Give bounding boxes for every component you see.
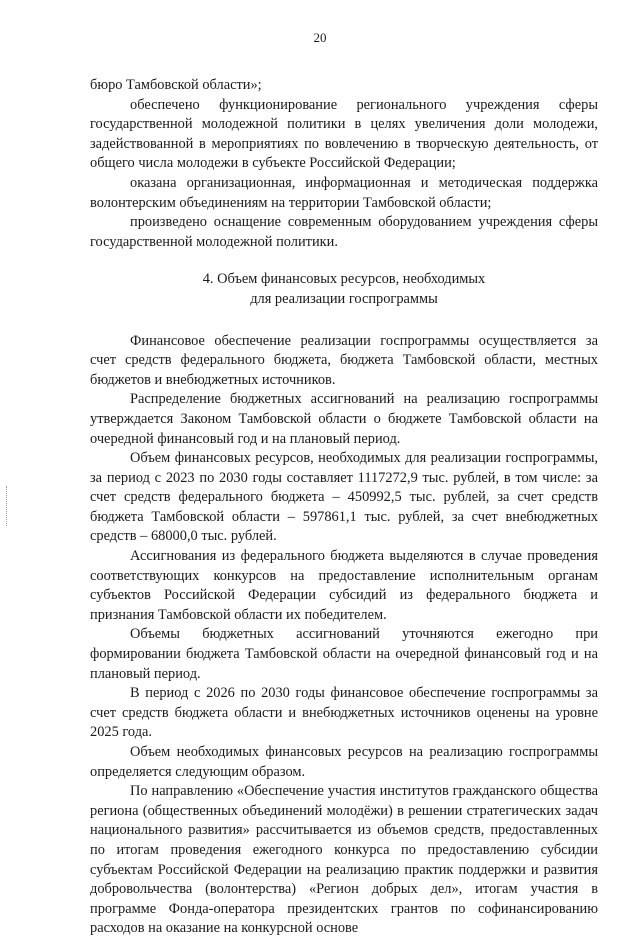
paragraph-volume-definition: Объем необходимых финансовых ресурсов на реализацию госпрограммы определяется следующим образом. (90, 744, 598, 780)
paragraph-civil-society: По направлению «Обеспечение участия институтов гражданского общества региона (общественных объединений молодёжи) в решении стратегических задач национального развития» рассчитывается из объемов средств, предоставленных по итогам проведения ежегодного конкурса по предоставлению субсидии субъектам Российской Федерации на реализацию практик поддержки и развития добровольчества (волонтерства) «Регион добрых дел», итогам участия в программе Фонда-оператора президентских грантов по софинансированию расходов на оказание на конкурсной основе (90, 783, 598, 937)
paragraph-top-3: оказана организационная, информационная и методическая поддержка волонтерским объединениям на территории Тамбовской области; (90, 174, 598, 211)
paragraph-federal-allocations: Ассигнования из федерального бюджета выделяются в случае проведения соответствующих конкурсов на предоставление исполнительным органам субъектов Российской Федерации субсидий из федерального бюджета и признания Тамбовской области их победителем. (90, 548, 598, 623)
paragraph-annual-updates: Объемы бюджетных ассигнований уточняются ежегодно при формировании бюджета Тамбовской области на очередной финансовый год и на плановый период. (90, 626, 598, 682)
scan-edge-mark (6, 486, 8, 526)
section-heading (90, 270, 598, 309)
section-heading-line-2: для реализации госпрограммы (250, 290, 438, 307)
paragraph-distribution: Распределение бюджетных ассигнований на реализацию госпрограммы утверждается Законом Тамбовской области о бюджете Тамбовской области на очередной финансовый год и на плановый период. (90, 391, 598, 447)
paragraph-top-2: обеспечено функционирование регионального учреждения сферы государственной молодежной политики в целях увеличения доли молодежи, задействованной в мероприятиях по вовлечению в творческую деятельность, от общего числа молодежи в субъекте Российской Федерации; (90, 96, 598, 172)
paragraph-2026-2030: В период с 2026 по 2030 годы финансовое обеспечение госпрограммы за счет средств бюджета области и внебюджетных источников оценены на уровне 2025 года. (90, 685, 598, 741)
paragraph-volume: Объем финансовых ресурсов, необходимых для реализации госпрограммы, за период с 2023 по 2030 годы составляет 1117272,9 тыс. рублей, в том числе: за счет средств федерального бюджета – 450992,5 тыс. рублей, за счет средств бюджета Тамбовской области – 597861,1 тыс. рублей, за счет внебюджетных средств – 68000,0 тыс. рублей. (90, 450, 598, 545)
document-body (90, 76, 598, 939)
paragraph-financing: Финансовое обеспечение реализации госпрограммы осуществляется за счет средств федерального бюджета, бюджета Тамбовской области, местных бюджетов и внебюджетных источников. (90, 332, 598, 388)
page-number: 20 (313, 30, 327, 45)
section-heading-line-1: 4. Объем финансовых ресурсов, необходимых (202, 271, 486, 288)
paragraph-top-4: произведено оснащение современным оборудованием учреждения сферы государственной молодежной политики. (90, 214, 598, 250)
paragraph-top-1: бюро Тамбовской области»; (90, 77, 262, 93)
